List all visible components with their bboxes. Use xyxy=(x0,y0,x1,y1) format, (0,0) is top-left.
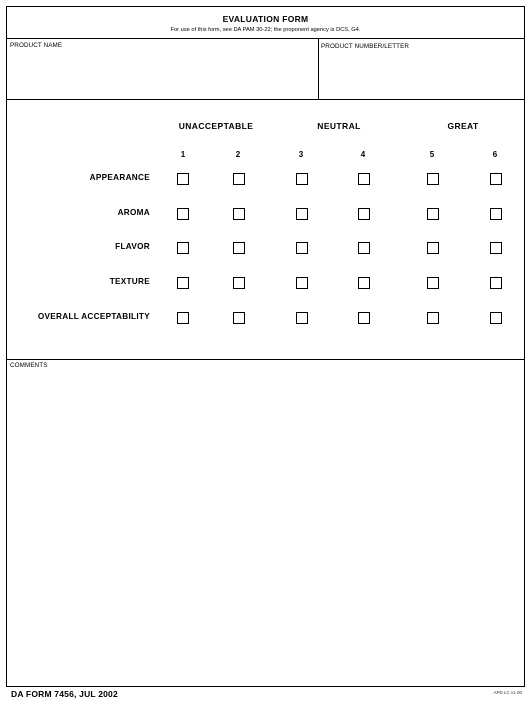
checkbox-flavor-5[interactable] xyxy=(427,242,439,254)
checkbox-appearance-6[interactable] xyxy=(490,173,502,185)
checkbox-overall-acceptability-1[interactable] xyxy=(177,312,189,324)
scale-number-5: 5 xyxy=(429,150,435,159)
divider-rating-top xyxy=(7,99,524,100)
checkbox-overall-acceptability-6[interactable] xyxy=(490,312,502,324)
form-frame xyxy=(6,6,525,687)
checkbox-flavor-4[interactable] xyxy=(358,242,370,254)
divider-comments-top xyxy=(7,359,524,360)
checkbox-overall-acceptability-2[interactable] xyxy=(233,312,245,324)
product-number-label: PRODUCT NUMBER/LETTER xyxy=(321,43,410,50)
checkbox-aroma-4[interactable] xyxy=(358,208,370,220)
checkbox-overall-acceptability-5[interactable] xyxy=(427,312,439,324)
criterion-appearance: APPEARANCE xyxy=(89,173,150,182)
criterion-aroma: AROMA xyxy=(117,208,150,217)
checkbox-aroma-5[interactable] xyxy=(427,208,439,220)
checkbox-overall-acceptability-3[interactable] xyxy=(296,312,308,324)
checkbox-appearance-5[interactable] xyxy=(427,173,439,185)
checkbox-texture-4[interactable] xyxy=(358,277,370,289)
header-great: GREAT xyxy=(447,121,479,131)
criterion-flavor: FLAVOR xyxy=(115,242,150,251)
form-id: DA FORM 7456, JUL 2002 xyxy=(11,689,118,699)
scale-number-4: 4 xyxy=(360,150,366,159)
checkbox-appearance-3[interactable] xyxy=(296,173,308,185)
scale-number-3: 3 xyxy=(298,150,304,159)
scale-number-1: 1 xyxy=(180,150,186,159)
checkbox-flavor-6[interactable] xyxy=(490,242,502,254)
divider-vertical xyxy=(318,38,319,99)
checkbox-appearance-2[interactable] xyxy=(233,173,245,185)
comments-label: COMMENTS xyxy=(10,362,48,369)
header-neutral: NEUTRAL xyxy=(317,121,361,131)
checkbox-flavor-2[interactable] xyxy=(233,242,245,254)
checkbox-flavor-1[interactable] xyxy=(177,242,189,254)
checkbox-texture-3[interactable] xyxy=(296,277,308,289)
checkbox-overall-acceptability-4[interactable] xyxy=(358,312,370,324)
form-title: EVALUATION FORM xyxy=(222,14,309,24)
checkbox-texture-6[interactable] xyxy=(490,277,502,289)
divider-header xyxy=(7,38,524,39)
header-unacceptable: UNACCEPTABLE xyxy=(178,121,254,131)
checkbox-aroma-2[interactable] xyxy=(233,208,245,220)
form-version: APD LC v1.00 xyxy=(493,690,522,695)
checkbox-aroma-3[interactable] xyxy=(296,208,308,220)
product-name-label: PRODUCT NAME xyxy=(10,42,63,49)
checkbox-aroma-1[interactable] xyxy=(177,208,189,220)
checkbox-texture-2[interactable] xyxy=(233,277,245,289)
checkbox-texture-1[interactable] xyxy=(177,277,189,289)
checkbox-flavor-3[interactable] xyxy=(296,242,308,254)
checkbox-texture-5[interactable] xyxy=(427,277,439,289)
criterion-overall-acceptability: OVERALL ACCEPTABILITY xyxy=(37,312,150,321)
form-subtitle: For use of this form, see DA PAM 30-22; the proponent agency is DCS, G4. xyxy=(170,27,361,33)
scale-number-6: 6 xyxy=(492,150,498,159)
checkbox-appearance-1[interactable] xyxy=(177,173,189,185)
criterion-texture: TEXTURE xyxy=(109,277,150,286)
checkbox-appearance-4[interactable] xyxy=(358,173,370,185)
scale-number-2: 2 xyxy=(235,150,241,159)
checkbox-aroma-6[interactable] xyxy=(490,208,502,220)
comments-area[interactable] xyxy=(7,371,524,686)
